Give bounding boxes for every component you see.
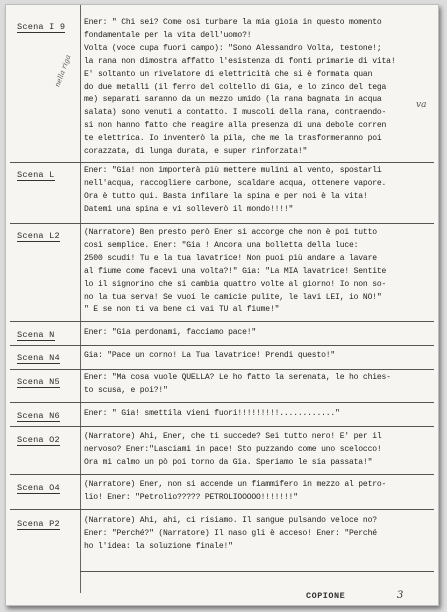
scene-label: Scena L [17, 170, 55, 180]
divider [10, 223, 434, 224]
scene-text: Gia: "Pace un corno! La Tua lavatrice! Prendi questo!" [84, 351, 336, 360]
divider [80, 571, 434, 572]
scene-text: (Narratore) Ben presto però Ener si accorge che non è poi tutto così semplice. Ener: "Gia ! Ancora una bolletta della luce: 2500 scudi! Tu e la tua lavatrice! Non puoi più andare a lavare al fiume come facevi una volta?!" Gia: "La MIA lavatrice! Sentite lo il signorino che si cambia quattro volte al giorno! Io non so- no la tua serva! Se vuoi le camicie pulite, le lavi LEI, io NO!" " E se non ti va bene ci vai TU al fiume!" [84, 228, 387, 315]
scene-label: Scena P2 [17, 519, 60, 529]
scene-label: Scena N6 [17, 411, 60, 421]
divider [10, 426, 434, 427]
scene-label: Scena N4 [17, 353, 60, 363]
scene-label: Scena I 9 [17, 22, 66, 32]
divider [10, 345, 434, 346]
handwritten-margin-note: nella riga [53, 53, 73, 89]
divider [10, 474, 434, 475]
scene-label: Scena O2 [17, 435, 60, 445]
divider [10, 162, 434, 163]
scene-text: Ener: " Gia! smettila vieni fuori!!!!!!!!!............" [84, 409, 340, 418]
scene-label: Scena L2 [17, 231, 60, 241]
footer-copione-label: COPIONE [306, 591, 346, 601]
scene-text: (Narratore) Ener, non si accende un fiammifero in mezzo al petro- lio! Ener: "Petrolio????? PETROLIOOOOO!!!!!!!" [84, 480, 387, 502]
script-page [5, 4, 439, 606]
scene-text: (Narratore) Ahi, ahi, ci risiamo. Il sangue pulsando veloce no? Ener: "Perché?" (Narratore) Il naso gli è acceso! Ener: "Perché ho l'idea: la soluzione finale!" [84, 516, 377, 551]
scene-label: Scena N5 [17, 377, 60, 387]
page-number: 3 [397, 590, 404, 601]
scene-label: Scena O4 [17, 483, 60, 493]
handwritten-insert-mark: va [416, 100, 427, 110]
divider [10, 402, 434, 403]
scene-text: Ener: "Gia! non importerà più mettere mulini al vento, spostarli nell'acqua, raccogliere carbone, scaldare acqua, ottenere vapore. Ora è tutto qui. Basta infilare la spina e per noi è la vita! Datemi una spina e vi solleverò il mondo!!!!" [84, 166, 387, 214]
scene-text: Ener: "Gia perdonami, facciamo pace!" [84, 328, 257, 337]
divider [10, 509, 434, 510]
column-divider [80, 5, 81, 593]
scene-text: (Narratore) Ahi, Ener, che ti succede? Sei tutto nero! E' per il nervoso? Ener:"Lasciami in pace! Sto puzzando come uno scelocco! Ora mi calmo un pò poi torno da Gia. Speriamo le sia passata!" [84, 432, 382, 467]
scene-label: Scena N [17, 330, 55, 340]
scene-text: Ener: "Ma cosa vuole QUELLA? Le ho fatto la serenata, le ho chies- to scusa, e poi?!" [84, 373, 391, 395]
scene-text: Ener: " Chi sei? Come osi turbare la mia gioia in questo momento fondamentale per la vita dell'uomo?! Volta (voce cupa fuori campo): "Sono Alessandro Volta, testone!; la rana non dimostra affatto l'esistenza di fonti primarie di vita! E' soltanto un rivelatore di elettricità che si è formata quan do due metalli (il ferro del coltello di Gia, e lo zinco del tega me) separati saranno da un mezzo umido (la rana bagnata in acqua salata) sono venuti a contatto. I muscoli della rana, contraendo- si non hanno fatto che reagire alla presenza di una debole corren te elettrica. Io inventerò la pila, che me la trasformeranno poi corazzata, di lunga durata, e super rinforzata!" [84, 18, 396, 157]
divider [10, 321, 434, 322]
divider [10, 369, 434, 370]
